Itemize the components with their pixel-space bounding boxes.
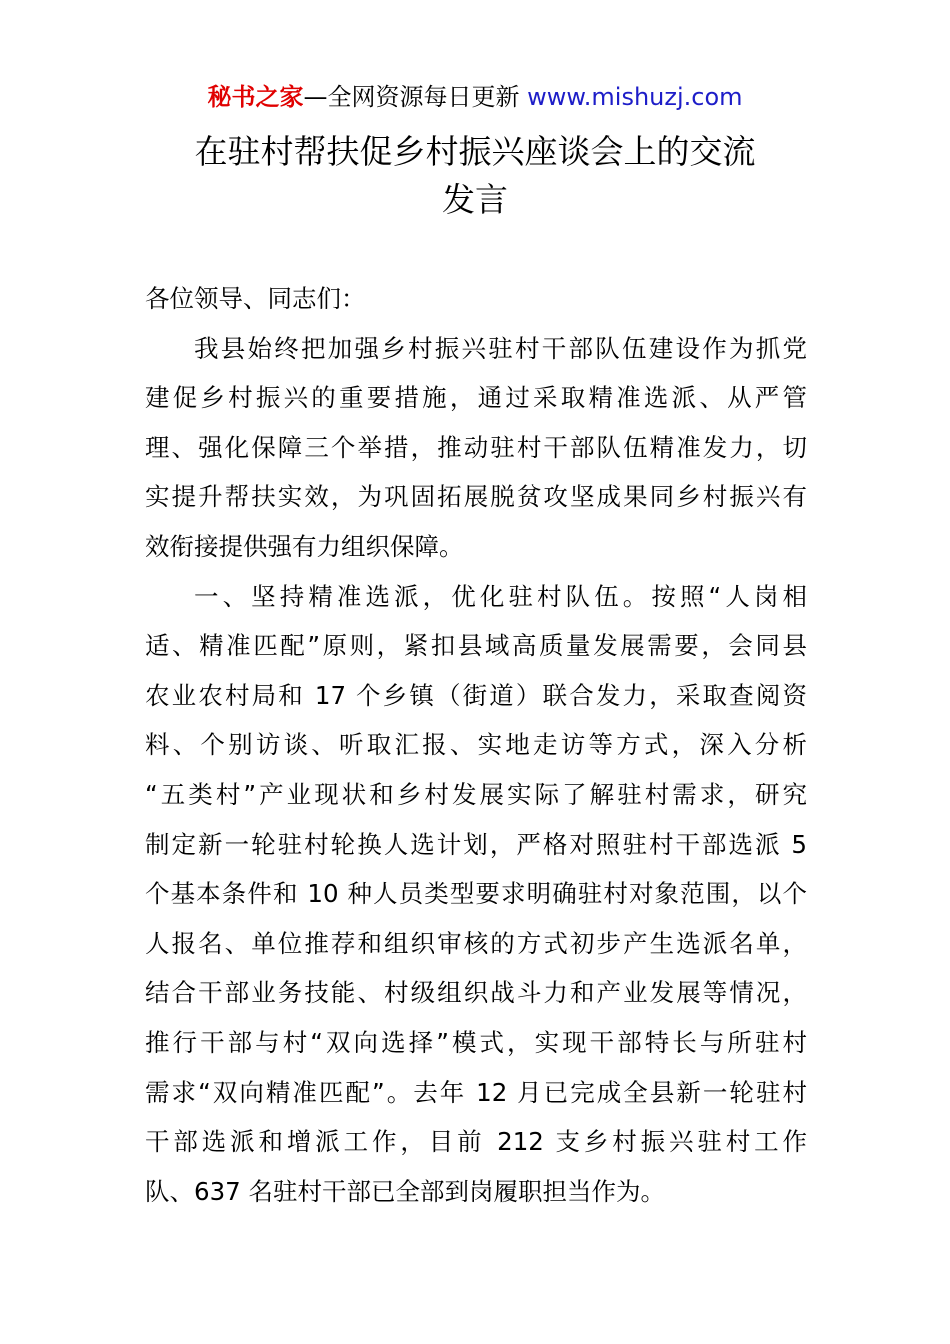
paragraph-line: 人报名、单位推荐和组织审核的方式初步产生选派名单， [145, 928, 807, 958]
document-body [145, 274, 807, 1216]
paragraph-line: 制定新一轮驻村轮换人选计划，严格对照驻村干部选派 5 [145, 829, 807, 859]
paragraph-line: 料、个别访谈、听取汇报、实地走访等方式，深入分析 [145, 730, 807, 760]
paragraph-section-one [145, 572, 807, 1217]
paragraph-line: 一、坚持精准选派，优化驻村队伍。按照“人岗相 [194, 581, 807, 611]
paragraph-intro [145, 324, 807, 572]
site-url-link[interactable]: www.mishuzj.com [527, 83, 743, 111]
site-brand: 秘书之家 [207, 83, 304, 111]
paragraph-line: 我县始终把加强乡村振兴驻村干部队伍建设作为抓党 [194, 333, 807, 363]
document-title-line-1: 在驻村帮扶促乡村振兴座谈会上的交流 [194, 132, 756, 171]
document-title [0, 128, 950, 224]
paragraph-line: 建促乡村振兴的重要措施，通过采取精准选派、从严管 [145, 383, 807, 413]
paragraph-line: 个基本条件和 10 种人员类型要求明确驻村对象范围，以个 [145, 879, 807, 909]
salutation: 各位领导、同志们： [145, 284, 366, 313]
site-header [0, 82, 950, 112]
paragraph-line: 实提升帮扶实效，为巩固拓展脱贫攻坚成果同乡村振兴有 [145, 482, 807, 512]
paragraph-line: 适、精准匹配”原则，紧扣县域高质量发展需要，会同县 [145, 631, 807, 661]
paragraph-line: 队、637 名驻村干部已全部到岗履职担当作为。 [145, 1176, 666, 1206]
paragraph-line: 农业农村局和 17 个乡镇（街道）联合发力，采取查阅资 [145, 680, 807, 710]
paragraph-line: 结合干部业务技能、村级组织战斗力和产业发展等情况， [145, 978, 807, 1008]
paragraph-line: 推行干部与村“双向选择”模式，实现干部特长与所驻村 [145, 1027, 807, 1057]
paragraph-line: 效衔接提供强有力组织保障。 [145, 531, 464, 561]
site-tagline: —全网资源每日更新 [303, 83, 520, 111]
paragraph-line: 干部选派和增派工作，目前 212 支乡村振兴驻村工作 [145, 1127, 807, 1157]
document-title-line-2: 发言 [442, 180, 508, 219]
paragraph-line: 理、强化保障三个举措，推动驻村干部队伍精准发力，切 [145, 432, 807, 462]
paragraph-line: “五类村”产业现状和乡村发展实际了解驻村需求，研究 [145, 779, 807, 809]
paragraph-line: 需求“双向精准匹配”。去年 12 月已完成全县新一轮驻村 [145, 1077, 807, 1107]
